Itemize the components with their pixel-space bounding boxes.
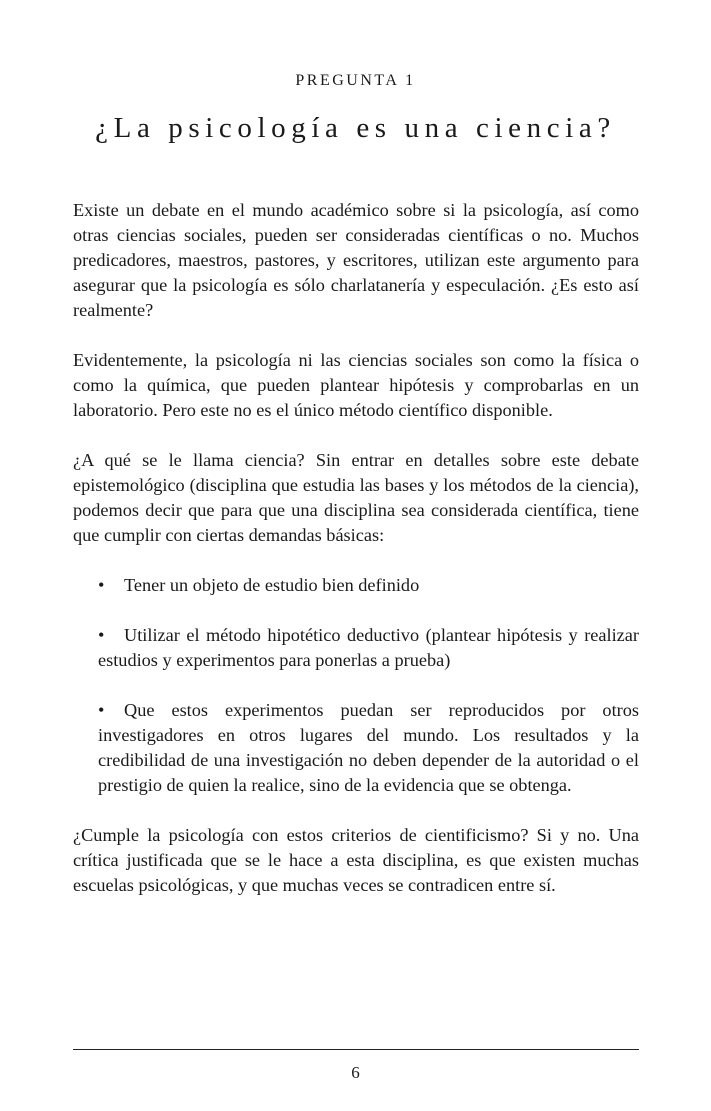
- chapter-label: PREGUNTA 1: [295, 72, 416, 89]
- criteria-list: [73, 573, 639, 798]
- body-text: [73, 198, 639, 898]
- bullet-icon: •: [98, 700, 105, 720]
- paragraph: ¿A qué se le llama ciencia? Sin entrar en detalles sobre este debate epistemológico (disciplina que estudia las bases y los métodos de la ciencia), podemos decir que para que una disciplina sea considerada científica, tiene que cumplir con ciertas demandas básicas:: [73, 450, 639, 545]
- paragraph: Evidentemente, la psicología ni las ciencias sociales son como la física o como la química, que pueden plantear hipótesis y comprobarlas en un laboratorio. Pero este no es el único método científico disponible.: [73, 350, 639, 420]
- list-item-text: Tener un objeto de estudio bien definido: [124, 575, 420, 595]
- list-item: [98, 623, 639, 673]
- bullet-icon: •: [98, 625, 105, 645]
- chapter-title: ¿La psicología es una ciencia?: [95, 112, 616, 144]
- paragraph: Existe un debate en el mundo académico sobre si la psicología, así como otras ciencias sociales, pueden ser consideradas científicas o no. Muchos predicadores, maestros, pastores, y escritores, utilizan este argumento para asegurar que la psicología es sólo charlatanería y especulación. ¿Es esto así realmente?: [73, 200, 639, 320]
- footer-divider: [73, 1049, 639, 1050]
- list-item: [98, 573, 639, 598]
- list-item: [98, 698, 639, 798]
- list-item-text: Que estos experimentos puedan ser reproducidos por otros investigadores en otros lugares del mundo. Los resultados y la credibilidad de una investigación no deben depender de la autoridad o el prestigio de quien la realice, sino de la evidencia que se obtenga.: [98, 700, 639, 795]
- page-number: 6: [351, 1063, 360, 1082]
- bullet-icon: •: [98, 575, 105, 595]
- paragraph: ¿Cumple la psicología con estos criterios de cientificismo? Si y no. Una crítica justificada que se le hace a esta disciplina, es que existen muchas escuelas psicológicas, y que muchas veces se contradicen entre sí.: [73, 825, 639, 895]
- list-item-text: Utilizar el método hipotético deductivo (plantear hipótesis y realizar estudios y experimentos para ponerlas a prueba): [98, 625, 639, 670]
